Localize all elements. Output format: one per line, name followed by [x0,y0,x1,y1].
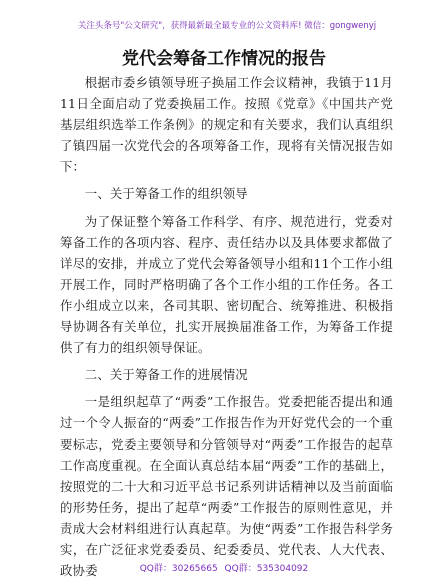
paragraph-intro: 根据市委乡镇领导班子换届工作会议精神，我镇于11月11日全面启动了党委换届工作。按照《党章》《中国共产党基层组织选举工作条例》的规定和有关要求，我们认真组织了镇四届一次党代会的各项筹备工作，现将有关情况报告如下： [60,75,393,175]
footer-contact: QQ群：30265665 QQ群：535304092 [139,564,309,574]
section-heading-2: 二、关于筹备工作的进展情况 [84,367,248,383]
page-title: 党代会筹备工作情况的报告 [122,49,326,69]
top-banner: 关注头条号"公文研究"，获得最新最全最专业的公文资料库! 微信：gongwenyj [77,21,377,31]
paragraph-progress: 一是组织起草了“两委”工作报告。党委把能否提出和通过一个令人振奋的“两委”工作报告作为开好党代会的一个重要标志，党委主要领导和分管领导对“两委”工作报告的起草工作高度重视。在全面认真总结本届“两委”工作的基础上，按照党的二十大和习近平总书记系列讲话精神以及当前面临的形势任务，提出了起草“两委”工作报告的原则性意见，并责成大会材料组进行认真起草。为使“两委”工作报告科学务实，在广泛征求党委委员、纪委委员、党代表、人大代表、政协委 [60,394,393,579]
section-heading-1: 一、关于筹备工作的组织领导 [84,186,248,202]
paragraph-leadership: 为了保证整个筹备工作科学、有序、规范进行，党委对筹备工作的各项内容、程序、责任结办以及具体要求都做了详尽的安排，并成立了党代会筹备领导小组和11个工作小组开展工作，同时严格明确了各个工作小组的工作任务。各工作小组成立以来，各司其职、密切配合、统筹推进、积极指导协调各有关单位，扎实开展换届准备工作，为筹备工作提供了有力的组织领导保证。 [60,213,393,356]
document-body [60,72,393,581]
